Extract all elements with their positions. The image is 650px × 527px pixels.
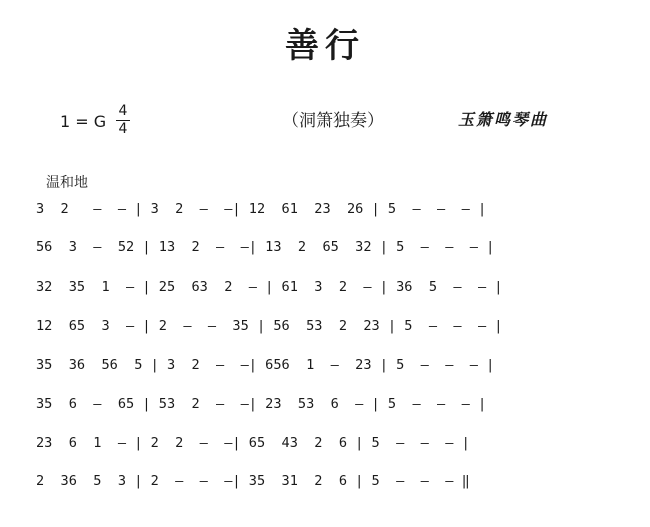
score-line-8: 2 36 5 3 | 2 — — —| 35 31 2 6 | 5 — — — ‖ (36, 473, 470, 489)
time-signature-denominator: 4 (118, 121, 128, 137)
tempo-marking: 温和地 (46, 175, 88, 191)
time-signature-numerator: 4 (118, 103, 128, 119)
score-line-5: 35 36 56 5 | 3 2 — —| 656 1 — 23 | 5 — — — | (36, 357, 495, 373)
composer-credit: 玉箫鸣琴曲 (458, 110, 549, 129)
score-title: 善行 (285, 26, 365, 66)
score-line-1: 3 2 — — | 3 2 — —| 12 61 23 26 | 5 — — — | (36, 201, 487, 217)
score-line-2: 56 3 — 52 | 13 2 — —| 13 2 65 32 | 5 — — — | (36, 239, 495, 255)
score-line-7: 23 6 1 — | 2 2 — —| 65 43 2 6 | 5 — — — | (36, 435, 470, 451)
key-signature: 1 = G (60, 112, 107, 131)
score-line-6: 35 6 — 65 | 53 2 — —| 23 53 6 — | 5 — — — | (36, 396, 487, 412)
score-line-3: 32 35 1 — | 25 63 2 — | 61 3 2 — | 36 5 — — | (36, 279, 503, 295)
time-signature (116, 104, 130, 137)
score-subtitle: （洞箫独奏） (282, 111, 384, 131)
score-line-4: 12 65 3 — | 2 — — 35 | 56 53 2 23 | 5 — — — | (36, 318, 503, 334)
